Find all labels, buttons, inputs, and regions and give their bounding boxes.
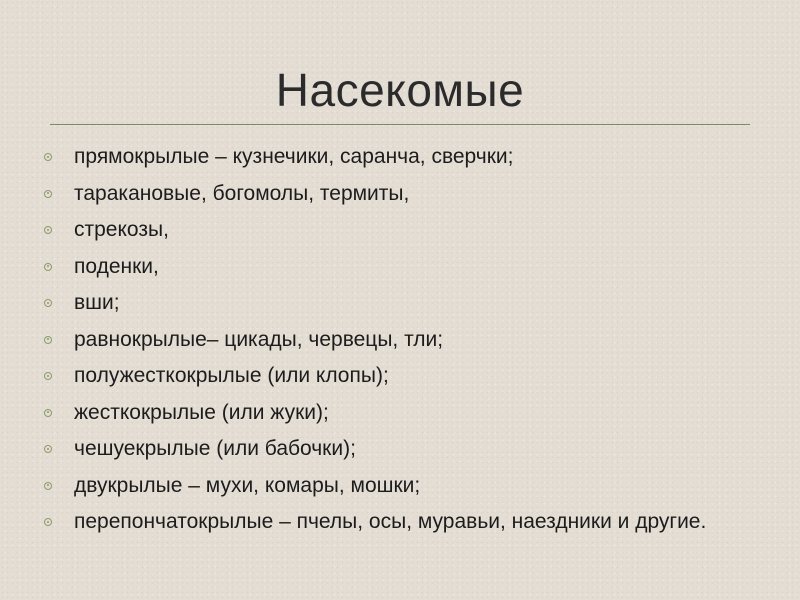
list-item [44, 212, 760, 249]
bullet-icon [44, 372, 52, 380]
list-item-text: вши; [74, 291, 120, 314]
list-item [44, 322, 760, 359]
list-item [44, 358, 760, 395]
list-item [44, 431, 760, 468]
list-item [44, 504, 760, 541]
list-item [44, 176, 760, 213]
list-item-text: двукрылые – мухи, комары, мошки; [74, 473, 421, 497]
list-item-text: чешуекрылые (или бабочки); [74, 437, 356, 460]
bullet-icon [44, 409, 52, 417]
list-item-text: таракановые, богомолы, термиты, [74, 181, 410, 205]
list-item-text: равнокрылые– цикады, червецы, тли; [74, 327, 444, 351]
bullet-icon [44, 482, 52, 490]
list-item [44, 249, 760, 286]
title-divider [50, 124, 750, 125]
bullet-icon [44, 190, 52, 198]
bullet-icon [44, 263, 52, 271]
list-item [44, 139, 760, 176]
list-item-text: полужесткокрылые (или клопы); [74, 364, 389, 387]
insect-orders-list [44, 139, 760, 541]
list-item [44, 395, 760, 432]
bullet-icon [44, 336, 52, 344]
bullet-icon [44, 445, 52, 453]
list-item [44, 285, 760, 322]
list-item-text: стрекозы, [74, 218, 169, 241]
list-item-text: перепончатокрылые – пчелы, осы, муравьи, наездники и другие. [74, 510, 707, 533]
slide-title: Насекомые [275, 64, 525, 116]
bullet-icon [44, 518, 52, 526]
list-item-text: жесткокрылые (или жуки); [74, 400, 329, 424]
bullet-icon [44, 226, 52, 234]
bullet-icon [44, 153, 52, 161]
list-item-text: прямокрылые – кузнечики, саранча, сверчки; [74, 145, 514, 168]
list-item [44, 468, 760, 505]
bullet-icon [44, 299, 52, 307]
list-item-text: поденки, [74, 254, 159, 278]
